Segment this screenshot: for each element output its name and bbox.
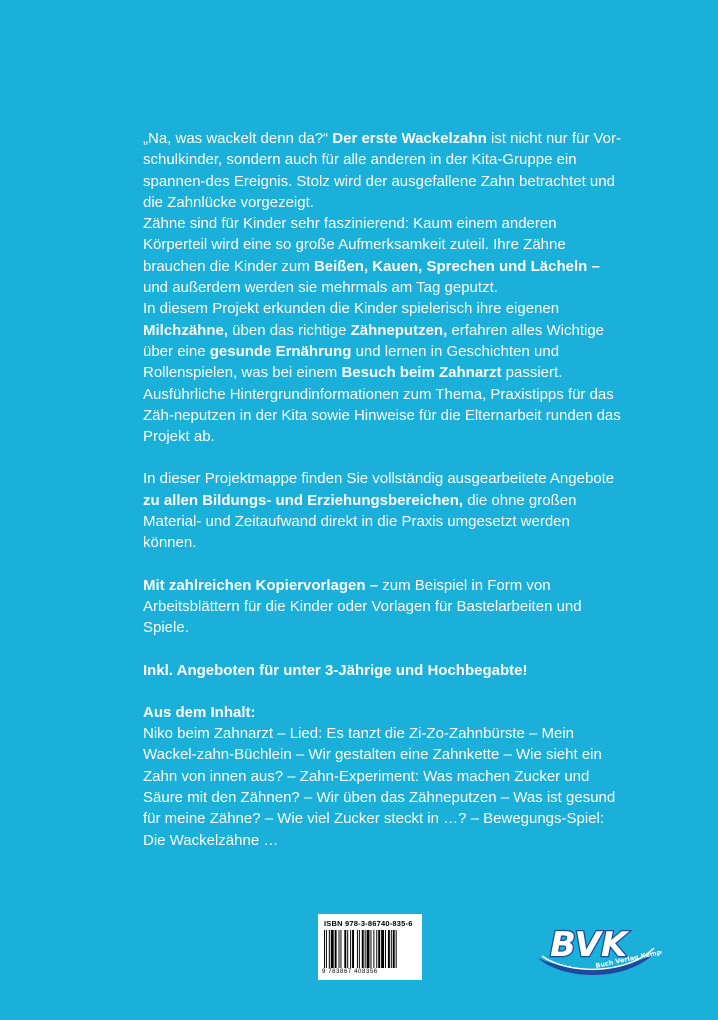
paragraph-spacer bbox=[143, 447, 623, 468]
contents-heading: Aus dem Inhalt: bbox=[143, 703, 256, 721]
isbn-barcode bbox=[318, 914, 422, 980]
teeth-uses-highlight: Beißen, Kauen, Sprechen und Lächeln – bbox=[313, 257, 600, 275]
paragraph-spacer bbox=[143, 554, 623, 575]
ean-digits: 9 783867 408356 bbox=[322, 969, 378, 975]
svg-text:BVK: BVK bbox=[550, 925, 628, 965]
intro-text: ist nicht nur für Vor-schulkinder, sondern auch für alle anderen in der Kita-Gruppe ein spannen-des Ereignis. Stolz wird der ausgefallene Zahn betrachtet und die Zahnlücke vorgezeigt. bbox=[143, 130, 621, 211]
intro-paragraph bbox=[143, 128, 623, 213]
barcode-bars-icon bbox=[324, 930, 416, 968]
special-offers-line: Inkl. Angeboten für unter 3-Jährige und Hochbegabte! bbox=[143, 661, 528, 679]
project-paragraph: In diesem Projekt erkunden die Kinder spielerisch ihre eigenen Milchzähne, üben das richtige Zähneputzen, erfahren alles Wichtige über eine gesunde Ernährung und lernen in Geschichten und Rollenspielen, was bei einem Besuch beim Zahnarzt passiert. bbox=[143, 300, 605, 382]
background-info-paragraph: Ausführliche Hintergrundinformationen zum Thema, Praxistipps für das Zäh-neputzen in der Kita sowie Hinweise für die Elternarbeit runden das Projekt ab. bbox=[143, 385, 621, 446]
intro-quote: „Na, was wackelt denn da?“ bbox=[143, 130, 329, 147]
folder-paragraph: In dieser Projektmappe finden Sie vollständig ausgearbeitete Angebote zu allen Bildungs- und Erziehungsbereichen, die ohne großen Material- und Zeitaufwand direkt in die Praxis umgesetzt werden können. bbox=[143, 470, 615, 552]
paragraph-spacer bbox=[143, 639, 623, 660]
back-cover-text bbox=[143, 128, 623, 851]
bvk-logo bbox=[532, 918, 662, 982]
isbn-label: ISBN 978-3-86740-835-6 bbox=[324, 919, 413, 928]
svg-text:Buch Verlag Kempen: Buch Verlag Kempen bbox=[594, 946, 662, 970]
contents-list: Niko beim Zahnarzt – Lied: Es tanzt die Zi-Zo-Zahnbürste – Mein Wackel-zahn-Büchlein – Wir gestalten eine Zahnkette – Wie sieht ein Zahn von innen aus? – Zahn-Experiment: Was machen Zucker und Säure mit den Zähnen? – Wir üben das Zähneputzen – Was ist gesund für meine Zähne? – Wie viel Zucker steckt in …? – Bewegungs-Spiel: Die Wackelzähne … bbox=[143, 725, 616, 849]
templates-paragraph: Mit zahlreichen Kopiervorlagen – zum Beispiel in Form von Arbeitsblättern für die Kinder oder Vorlagen für Bastelarbeiten und Spiele. bbox=[143, 576, 582, 637]
teeth-paragraph: Zähne sind für Kinder sehr faszinierend: Kaum einem anderen Körperteil wird eine so große Aufmerksamkeit zuteil. Ihre Zähne brauchen die Kinder zum Beißen, Kauen, Sprechen und Lächeln – und außerdem werden sie mehrmals am Tag geputzt. bbox=[143, 215, 600, 297]
first-tooth-highlight: Der erste Wackelzahn bbox=[332, 130, 487, 147]
paragraph-spacer bbox=[143, 681, 623, 702]
bvk-logo-icon bbox=[532, 918, 662, 982]
